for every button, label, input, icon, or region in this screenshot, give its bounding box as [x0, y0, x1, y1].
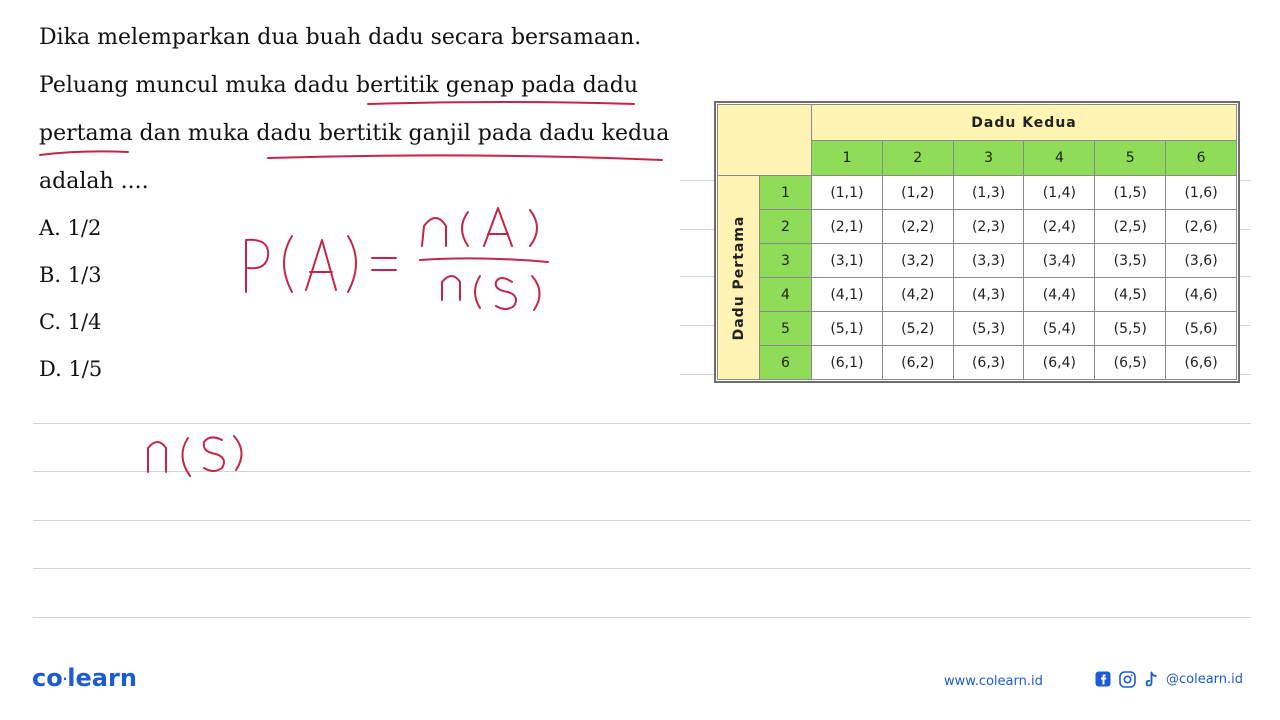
column-header: 4 [1024, 141, 1095, 176]
row-header: 3 [760, 244, 812, 278]
colearn-logo[interactable] [32, 664, 137, 692]
row-header: 4 [760, 278, 812, 312]
table-cell: (1,4) [1024, 176, 1095, 210]
question-line: adalah .... [39, 169, 149, 194]
table-cell: (2,5) [1095, 210, 1166, 244]
table-cell: (3,1) [812, 244, 883, 278]
row-group-label: Dadu Pertama [730, 215, 747, 340]
table-cell: (1,5) [1095, 176, 1166, 210]
option-b[interactable]: B. 1/3 [39, 263, 102, 287]
question-line: pertama dan muka dadu bertitik ganjil pada dadu kedua [39, 121, 670, 146]
table-cell: (1,1) [812, 176, 883, 210]
question-line: Dika melemparkan dua buah dadu secara bersamaan. [39, 25, 642, 50]
column-header: 3 [953, 141, 1024, 176]
facebook-icon[interactable] [1094, 670, 1112, 688]
table-cell: (5,4) [1024, 312, 1095, 346]
instagram-icon[interactable] [1118, 670, 1136, 688]
table-cell: (3,2) [882, 244, 953, 278]
table-cell: (5,6) [1166, 312, 1237, 346]
question-line: Peluang muncul muka dadu bertitik genap pada dadu [39, 73, 639, 98]
social-handle[interactable]: @colearn.id [1166, 671, 1244, 687]
sample-space-table [714, 101, 1240, 383]
column-header: 6 [1166, 141, 1237, 176]
column-group-header: Dadu Kedua [812, 105, 1237, 141]
social-links [1094, 670, 1243, 688]
column-header: 2 [882, 141, 953, 176]
table-cell: (6,2) [882, 346, 953, 380]
table-cell: (1,2) [882, 176, 953, 210]
handwritten-ns [148, 436, 242, 476]
option-c[interactable]: C. 1/4 [39, 310, 102, 334]
logo-part: co [32, 664, 63, 692]
dice-table [717, 104, 1237, 380]
table-cell: (2,1) [812, 210, 883, 244]
row-group-header [718, 176, 760, 380]
table-cell: (5,5) [1095, 312, 1166, 346]
logo-dot-icon: · [62, 672, 68, 686]
row-header: 5 [760, 312, 812, 346]
table-cell: (5,1) [812, 312, 883, 346]
table-cell: (5,2) [882, 312, 953, 346]
table-cell: (4,4) [1024, 278, 1095, 312]
underline-marks [40, 102, 662, 160]
table-cell: (4,3) [953, 278, 1024, 312]
column-header: 5 [1095, 141, 1166, 176]
table-cell: (1,3) [953, 176, 1024, 210]
table-cell: (4,6) [1166, 278, 1237, 312]
table-cell: (4,2) [882, 278, 953, 312]
table-cell: (6,5) [1095, 346, 1166, 380]
row-header: 1 [760, 176, 812, 210]
row-header: 6 [760, 346, 812, 380]
table-cell: (3,4) [1024, 244, 1095, 278]
table-cell: (2,2) [882, 210, 953, 244]
table-cell: (2,4) [1024, 210, 1095, 244]
table-cell: (6,6) [1166, 346, 1237, 380]
table-cell: (4,1) [812, 278, 883, 312]
row-header: 2 [760, 210, 812, 244]
table-cell: (3,6) [1166, 244, 1237, 278]
table-cell: (6,3) [953, 346, 1024, 380]
corner-cell [718, 105, 812, 176]
table-cell: (2,6) [1166, 210, 1237, 244]
option-a[interactable]: A. 1/2 [39, 216, 102, 240]
tiktok-icon[interactable] [1142, 670, 1160, 688]
logo-part: learn [67, 664, 137, 692]
column-header: 1 [812, 141, 883, 176]
table-cell: (2,3) [953, 210, 1024, 244]
table-cell: (6,4) [1024, 346, 1095, 380]
table-cell: (3,3) [953, 244, 1024, 278]
table-cell: (5,3) [953, 312, 1024, 346]
table-cell: (6,1) [812, 346, 883, 380]
website-link[interactable]: www.colearn.id [944, 674, 1043, 689]
handwritten-formula-pa [246, 208, 548, 310]
option-d[interactable]: D. 1/5 [39, 357, 103, 381]
table-cell: (3,5) [1095, 244, 1166, 278]
table-cell: (4,5) [1095, 278, 1166, 312]
table-cell: (1,6) [1166, 176, 1237, 210]
